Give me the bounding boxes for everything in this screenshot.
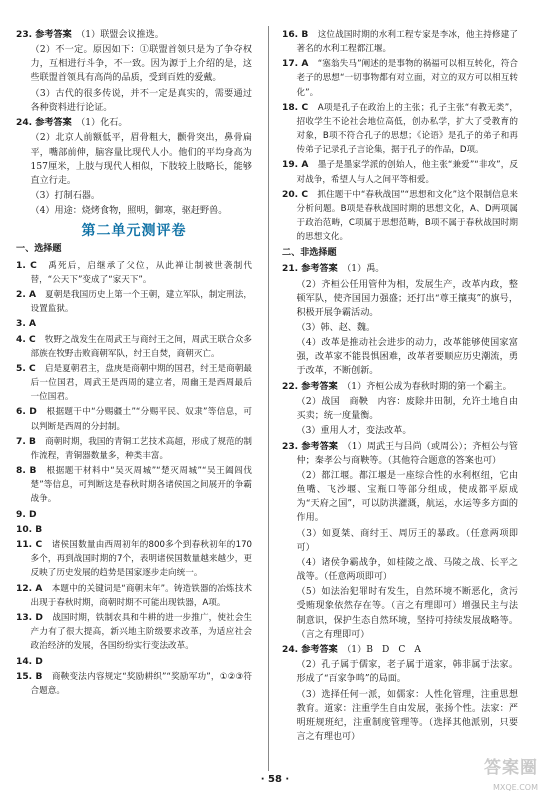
answer-item	[16, 204, 252, 218]
answer-label: A	[35, 583, 52, 594]
answer-item	[16, 288, 252, 316]
answer-item	[16, 582, 252, 610]
answer-text: （1）B D C A	[346, 644, 421, 655]
answer-label: 参考答案	[301, 644, 347, 655]
question-number: 7.	[16, 436, 29, 447]
question-number: 6.	[16, 407, 30, 418]
answer-item	[282, 688, 518, 744]
question-number: 8.	[16, 466, 30, 477]
answer-label: C	[301, 189, 318, 200]
answer-label: D	[35, 656, 52, 667]
question-number: 12.	[16, 583, 36, 594]
answer-text: （4）用途：烧烤食物，照明，御寒，驱赶野兽。	[30, 206, 228, 217]
answer-label: 参考答案	[301, 441, 348, 452]
answer-item	[16, 87, 252, 115]
answer-text: （5）如法治犯罪时有发生，自然环境不断恶化，贪污受贿现象依然存在等。（言之有理即可）增强民主与法制意识，保护生态自然环境，坚持可持续发展战略等。（言之有理即可）	[296, 587, 518, 640]
answer-label: B	[28, 436, 46, 447]
answer-label: C	[35, 540, 52, 551]
question-number: 22.	[282, 381, 302, 392]
answer-text: 启是夏朝君主，盘庚是商朝中期的国君，纣王是商朝最后一位国君，周武王是西周的建立者，周幽王是西周最后一位国君。	[30, 363, 252, 403]
answer-text: 抓住题干中“春秋战国”“思想和文化”这个限制信息来分析问题。B项是春秋战国时期的思想文化，A、D两项属于政治范畴，C项属于思想范畴，B项不属于春秋战国时期的思想文化。	[296, 189, 519, 243]
answer-text: 二、非选择题	[282, 248, 337, 259]
answer-text: A项是孔子在政治上的主张；孔子主张“有教无类”，招收学生不论社会地位高低，创办私学，扩大了受教育的对象，B项不符合孔子的思想；《论语》是孔子的弟子和再传弟子记录孔子言论集，据于孔子的作品，D项。	[296, 102, 518, 156]
answer-text: （3）如夏桀、商纣王、周厉王的暴政。（任意两项即可）	[296, 528, 518, 553]
question-number: 3.	[16, 319, 29, 330]
answer-text: 根据题干材料中“吴灭周城”“楚灭周城”“吴王阖闾伐楚”等信息，可判断这是春秋时期各诸侯国之间展开的争霸战争。	[30, 466, 252, 505]
answer-item	[282, 556, 518, 584]
answer-text: 本题中的关键词是“商朝末年”。铸造铁器的冶炼技术出现于春秋时期，商朝时期不可能出现铁器，A项。	[30, 583, 253, 608]
answer-text: 根据题干中“分赐疆土”“分赐平民、奴隶”等信息，可以判断是西周的分封制。	[30, 407, 252, 432]
answer-item	[16, 670, 252, 698]
answer-item	[282, 336, 518, 378]
answer-item	[282, 527, 518, 555]
answer-item	[282, 643, 518, 657]
answer-item	[282, 585, 518, 641]
right-answers	[282, 28, 518, 744]
answer-text: 夏朝是我国历史上第一个王朝，建立军队，制定刑法，设置监狱。	[30, 289, 252, 314]
answer-label: B	[35, 671, 52, 682]
question-number: 10.	[16, 524, 36, 535]
answer-item	[282, 395, 518, 423]
section-heading	[282, 246, 518, 260]
answer-item	[16, 116, 252, 130]
question-number: 9.	[16, 509, 29, 520]
question-number: 18.	[282, 102, 302, 113]
left-column	[16, 28, 252, 699]
answer-text: （1）周武王与吕尚（或周公）；齐桓公与管仲；秦孝公与商鞅等。（其他符合题意的答案也可）	[296, 441, 518, 466]
column-divider	[268, 26, 269, 771]
question-number: 4.	[16, 334, 29, 345]
left-answers-choice	[16, 259, 252, 698]
answer-text: （1）联盟会议推选。	[80, 30, 164, 40]
answer-item	[16, 508, 252, 522]
watermark-logo: 答案圈	[484, 758, 538, 778]
answer-text: （3）韩、赵、魏。	[296, 323, 376, 333]
question-number: 1.	[16, 260, 31, 271]
answer-label: 参考答案	[301, 381, 347, 392]
page-number: · 58 ·	[260, 774, 290, 785]
answer-item	[16, 435, 252, 463]
unit-title: 第二单元测评卷	[81, 223, 187, 240]
answer-label: B	[29, 466, 47, 477]
answer-text: 商朝时期，我国的青铜工艺技术高超，形成了规范的制作流程，青铜器数量多，种类丰富。	[30, 436, 252, 461]
answer-item	[16, 28, 252, 42]
question-number: 19.	[282, 160, 302, 171]
question-number: 23.	[16, 30, 36, 40]
answer-item	[16, 131, 252, 187]
answer-text: 墨子是墨家学派的创始人，他主张“兼爱”“非攻”，反对战争，希望人与人之间平等相爱。	[296, 160, 518, 185]
answer-label: D	[29, 407, 47, 418]
answer-label: D	[35, 613, 53, 624]
answer-item	[16, 405, 252, 433]
question-number: 23.	[282, 441, 302, 452]
answer-label: C	[301, 102, 318, 113]
answer-text: （3）古代的很多传说，并不一定是真实的，需要通过各种资料进行论证。	[30, 88, 252, 113]
answer-label: B	[301, 30, 318, 40]
answer-label: C	[29, 363, 45, 374]
question-number: 17.	[282, 59, 302, 70]
answer-item	[16, 317, 252, 331]
question-number: 5.	[16, 363, 29, 374]
answer-text: 诸侯国数量由西周初年的800多个到春秋初年的170多个，再到战国时期的7个，表明诸侯国数量越来越少，更反映了历史发展的趋势是国家逐步走向统一。	[30, 540, 253, 579]
answer-text: （1）化石。	[80, 118, 128, 129]
answer-item	[16, 259, 252, 287]
answer-text: （2）不一定。原因如下：①联盟首领只是为了争夺权力，互相进行斗争，不一致。因为源于上介绍的是，这些联盟首领具有高尚的品质，受到百姓的爱戴。	[30, 45, 252, 84]
answer-item	[282, 262, 518, 276]
answer-text: （3）选择任何一派，如儒家：人性化管理，注重思想教育。道家：注重学生自由发展，张扬个性。法家：严明班规班纪，注重制度管理等。（选择其他派别，只要言之有理也可）	[296, 689, 518, 742]
question-number: 11.	[16, 540, 36, 551]
answer-item	[282, 188, 518, 244]
answer-item	[282, 658, 518, 686]
answer-item	[282, 57, 518, 99]
answer-label: 参考答案	[35, 30, 81, 40]
answer-item	[282, 440, 518, 468]
answer-label: A	[301, 59, 318, 70]
answer-item	[282, 101, 518, 157]
answer-item	[16, 189, 252, 203]
answer-label: A	[28, 289, 46, 300]
answer-text: （4）诸侯争霸战争，如桂陵之战、马陵之战、长平之战等。（任意两项即可）	[296, 558, 518, 583]
answer-label: A	[28, 319, 46, 330]
answer-label: B	[35, 524, 52, 535]
answer-label: C	[29, 334, 45, 345]
answer-text: “塞翁失马”阐述的是事物的祸福可以相互转化，符合老子的思想“一切事物都有对立面，对立的双方可以相互转化”。	[296, 59, 519, 98]
answer-item	[16, 464, 252, 506]
answer-text: （2）都江堰。都江堰是一座综合性的水利枢纽，它由鱼嘴、飞沙堰、宝瓶口等部分组成，使成都平原成为“天府之国”，可以防洪灌溉，航运，水运等多方面的作用。	[296, 471, 518, 524]
answer-text: （1）齐桓公成为春秋时期的第一个霸主。	[346, 381, 512, 392]
section-heading-choice: 一、选择题	[16, 244, 62, 255]
answer-item	[282, 424, 518, 438]
answer-text: （2）孔子属于儒家，老子属于道家，韩非属于法家。形成了“百家争鸣”的局面。	[296, 660, 518, 685]
answer-text: （2）北京人前额低平，眉骨粗大，颧骨突出，鼻骨扁平，嘴部前伸，脑容量比现代人小。他们的平均身高为157厘米，上肢与现代人相似，下肢较上肢略长，能够直立行走。	[30, 133, 252, 186]
answer-item	[282, 278, 518, 320]
answer-item	[16, 655, 252, 669]
answer-label: 参考答案	[301, 264, 347, 275]
answer-text: 禹死后，启继承了父位，从此禅让制被世袭制代替，“公天下”变成了“家天下”。	[30, 260, 252, 285]
answer-label: 参考答案	[35, 118, 81, 129]
question-number: 24.	[16, 118, 36, 129]
right-column	[282, 28, 518, 745]
answer-item	[16, 538, 252, 580]
question-number: 16.	[282, 30, 302, 40]
question-number: 21.	[282, 264, 302, 275]
question-number: 15.	[16, 671, 36, 682]
answer-text: （4）改革是推动社会进步的动力，改革能够使国家富强，改革家不能畏惧困难，改革者要顺应历史潮流，勇于改革，不断创新。	[296, 338, 518, 377]
answer-item	[282, 380, 518, 394]
answer-text: 战国时期，铁制农具和牛耕的进一步推广，使社会生产力有了很大提高，新兴地主阶级要求改革，为适应社会政治经济的发展，各国纷纷实行变法改革。	[30, 613, 252, 652]
answer-text: （3）打制石器。	[30, 190, 100, 201]
answer-item	[16, 333, 252, 361]
question-number: 13.	[16, 613, 36, 624]
answer-text: 商鞅变法内容规定“奖励耕织”“奖励军功”，①②③符合题意。	[30, 671, 253, 696]
answer-item	[282, 321, 518, 335]
answer-item	[16, 362, 252, 404]
answer-text: 牧野之战发生在周武王与商纣王之间，周武王联合众多部族在牧野击败商朝军队，纣王自焚，商朝灭亡。	[30, 334, 252, 359]
answer-label: D	[28, 509, 46, 520]
question-number: 14.	[16, 656, 36, 667]
answer-label: C	[30, 260, 49, 271]
answer-item	[16, 611, 252, 653]
answer-label: A	[301, 160, 318, 171]
answer-text: （1）禹。	[346, 264, 385, 275]
answer-item	[282, 28, 518, 56]
answer-text: （3）重用人才，变法改革。	[296, 426, 412, 437]
answer-text: 这位战国时期的水利工程专家是李冰，他主持修建了著名的水利工程都江堰。	[296, 30, 518, 55]
answer-item	[282, 469, 518, 525]
watermark-url: MXQE.COM	[492, 783, 538, 792]
answer-text: （2）战国 商鞅 内容：废除井田制，允许土地自由买卖；统一度量衡。	[296, 397, 518, 422]
answer-item	[282, 158, 518, 186]
answer-item	[16, 523, 252, 537]
question-number: 20.	[282, 189, 302, 200]
question-number: 24.	[282, 644, 302, 655]
answer-text: （2）齐桓公任用管仲为相，发展生产，改革内政，整顿军队，使齐国国力强盛；还打出“尊王攘夷”的旗号，积极开展争霸活动。	[296, 279, 518, 318]
question-number: 2.	[16, 289, 29, 300]
left-answers-top	[16, 28, 252, 218]
answer-item	[16, 43, 252, 85]
